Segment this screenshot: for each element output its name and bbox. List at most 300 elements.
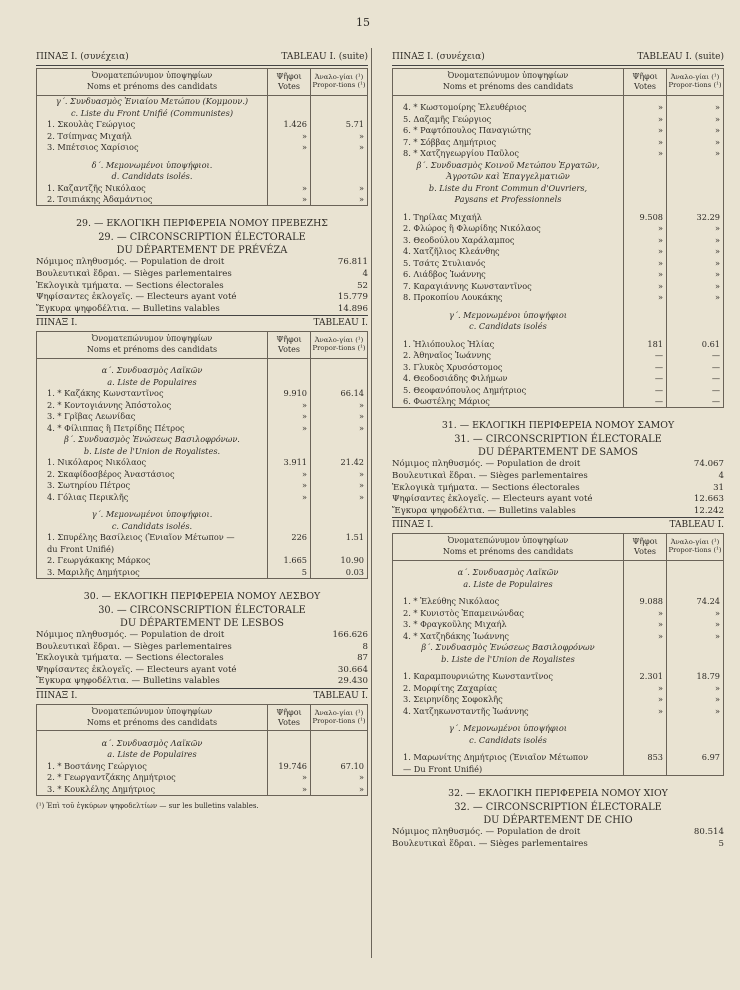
candidate-name: 5. Θεοφανόπουλος Δημήτριος (393, 384, 624, 396)
proportion-cell (311, 509, 368, 521)
stats-block-samos (392, 459, 724, 517)
table-row (37, 457, 368, 469)
stat-value: 166.626 (332, 630, 368, 641)
table-row (393, 292, 724, 304)
proportion-cell: » (311, 468, 368, 480)
candidate-name: 1. Καραμπουρνιώτης Κωνσταντῖνος (393, 671, 624, 683)
candidate-name: 2. Γεωργάκακης Μάρκος (37, 555, 268, 567)
proportion-cell: » (667, 694, 724, 706)
footnote: (¹) Ἐπὶ τοῦ ἐγκύρων ψηφοδελτίων — sur les bulletins valables. (36, 801, 259, 810)
circ-subtitle-fr: DU DÉPARTEMENT DE CHIO (483, 814, 633, 826)
col-header-prop-fr: Propor-tions (¹) (312, 716, 366, 725)
votes-cell: » (268, 422, 311, 434)
stat-row (392, 483, 724, 495)
stat-row (36, 630, 368, 642)
col-header-prop-gr: Ἀναλο-γίαι (¹) (314, 708, 364, 717)
table-row (393, 763, 724, 775)
candidate-name: 2. Ἀθηναῖος Ἰωάννης (393, 350, 624, 362)
candidate-name: 2. * Κοντογιάννης Ἀπόστολος (37, 399, 268, 411)
stat-label: Ἔγκυρα ψηφοδέλτια. — Bulletins valables (36, 676, 220, 687)
stat-row (392, 839, 724, 851)
proportion-cell: » (667, 607, 724, 619)
list-title: c. Candidats isolés (393, 734, 624, 746)
table-row (37, 194, 368, 206)
votes-cell (624, 194, 667, 206)
proportion-cell: 21.42 (311, 457, 368, 469)
candidate-name: 7. * Σόββας Δημήτριος (393, 136, 624, 148)
votes-cell (624, 321, 667, 333)
votes-cell: » (624, 682, 667, 694)
table-row (37, 760, 368, 772)
votes-cell: 5 (268, 566, 311, 578)
stat-label: Βουλευτικαὶ ἕδραι. — Sièges parlementaires (392, 838, 588, 849)
left-column (36, 52, 368, 811)
right-column (392, 52, 724, 850)
header-right-label: TABLEAU I. (suite) (637, 52, 724, 62)
votes-cell (268, 509, 311, 521)
list-title: γ΄. Μεμονωμένοι ὑποψήφιοι (393, 723, 624, 735)
proportion-cell (667, 734, 724, 746)
col-header-votes (268, 69, 311, 96)
proportion-cell: » (667, 223, 724, 235)
column-divider (371, 48, 372, 958)
candidate-name: 8. Προκοπίου Λουκάκης (393, 292, 624, 304)
table-row (37, 107, 368, 119)
proportion-cell: » (667, 148, 724, 160)
candidate-name: 3. Σειρηνίδης Σοφοκλῆς (393, 694, 624, 706)
list-title: α΄. Συνδυασμὸς Λαϊκῶν (37, 365, 268, 377)
votes-cell: » (624, 113, 667, 125)
list-title: δ΄. Μεμονωμένοι ὑποψήφιοι. (37, 159, 268, 171)
proportion-cell: » (311, 182, 368, 194)
votes-cell: 2.301 (624, 671, 667, 683)
votes-cell: » (624, 246, 667, 258)
votes-cell (268, 434, 311, 446)
candidate-name: 1. Σπυρέλης Βασίλειος (Ἐνιαῖον Μέτωπον — (37, 532, 268, 544)
proportion-cell: » (311, 194, 368, 206)
votes-cell (624, 734, 667, 746)
table-row (37, 468, 368, 480)
proportion-cell: — (667, 361, 724, 373)
proportion-cell (667, 723, 724, 735)
votes-cell: » (268, 399, 311, 411)
candidate-name: 4. * Κωστομοίρης Ἐλευθέριος (393, 102, 624, 114)
candidate-name: 4. * Φίλιππας ἢ Πετρίδης Πέτρος (37, 422, 268, 434)
col-header-prop-gr: Ἀναλο-γίαι (¹) (670, 73, 720, 82)
tab-label-gr: ΠΙΝΑΞ Ι. (392, 520, 434, 531)
table-row (393, 102, 724, 114)
table-row (393, 682, 724, 694)
table-row (393, 396, 724, 408)
stat-label: Βουλευτικαὶ ἕδραι. — Sièges parlementaires (36, 641, 232, 652)
votes-cell: » (624, 269, 667, 281)
proportion-cell: » (667, 246, 724, 258)
list-title: γ΄. Μεμονωμένοι ὑποψήφιοι. (37, 509, 268, 521)
proportion-cell: » (311, 411, 368, 423)
proportion-cell: 66.14 (311, 388, 368, 400)
col-header-names (393, 69, 624, 96)
table-row (37, 491, 368, 503)
proportion-cell: » (311, 142, 368, 154)
tab-label-gr: ΠΙΝΑΞ Ι. (36, 690, 78, 701)
votes-cell: » (624, 234, 667, 246)
candidate-name: 2. * Κυνιστὸς Ἐπαμεινώνδας (393, 607, 624, 619)
table-row (393, 223, 724, 235)
col-header-votes-fr: Votes (278, 717, 300, 727)
stat-label: Νόμιμος πληθυσμός. — Population de droit (392, 827, 581, 838)
table-row (37, 388, 368, 400)
table-row (37, 509, 368, 521)
votes-cell: » (268, 783, 311, 795)
votes-cell: » (268, 182, 311, 194)
stat-label: Νόμιμος πληθυσμός. — Population de droit (36, 630, 225, 641)
table-row (37, 749, 368, 761)
list-title: γ΄. Συνδυασμὸς Ἐνιαίου Μετώπου (Κομμουν.) (37, 95, 268, 107)
stat-value: 30.664 (337, 664, 368, 675)
proportion-cell: 10.90 (311, 555, 368, 567)
proportion-cell (311, 520, 368, 532)
proportion-cell (667, 309, 724, 321)
table-row (37, 159, 368, 171)
table-row (37, 365, 368, 377)
votes-cell: 853 (624, 752, 667, 764)
results-table-lesbos-cont (392, 68, 724, 408)
table-row (393, 373, 724, 385)
votes-cell: 9.508 (624, 211, 667, 223)
votes-cell (624, 763, 667, 775)
candidate-name: 3. Γλυκὸς Χρυσόστομος (393, 361, 624, 373)
col-header-votes (624, 69, 667, 96)
proportion-cell: — (667, 384, 724, 396)
results-table-samos (392, 533, 724, 776)
votes-cell: » (624, 607, 667, 619)
votes-cell (624, 182, 667, 194)
stat-row (36, 665, 368, 677)
votes-cell: — (624, 373, 667, 385)
votes-cell (268, 171, 311, 183)
table-row (393, 671, 724, 683)
table-row (37, 182, 368, 194)
table-row (393, 171, 724, 183)
header-left-label: ΠΙΝΑΞ Ι. (συνέχεια) (392, 52, 485, 62)
col-header-votes-fr: Votes (634, 82, 656, 92)
proportion-cell: » (667, 705, 724, 717)
stat-row (36, 269, 368, 281)
tab-label-gr: ΠΙΝΑΞ Ι. (36, 318, 78, 329)
table-row (393, 280, 724, 292)
list-title: α΄. Συνδυασμὸς Λαϊκῶν (37, 737, 268, 749)
candidate-name: — Du Front Unifié) (393, 763, 624, 775)
votes-cell: — (624, 396, 667, 408)
stat-row (36, 676, 368, 688)
votes-cell: » (624, 619, 667, 631)
proportion-cell (311, 376, 368, 388)
stat-value: 12.663 (693, 494, 724, 505)
proportion-cell: 18.79 (667, 671, 724, 683)
stat-value: 52 (357, 280, 368, 291)
col-header-names-gr: Ὀνοματεπώνυμον ὑποψηφίων (91, 706, 213, 716)
votes-cell: » (268, 411, 311, 423)
candidate-name: 1. * Καζάκης Κωνσταντῖνος (37, 388, 268, 400)
col-header-names-fr: Noms et prénoms des candidats (86, 717, 218, 727)
candidate-name: 2. Σκαφίδοσβέρος Ἀναστάσιος (37, 468, 268, 480)
votes-cell: 3.911 (268, 457, 311, 469)
table-row (393, 321, 724, 333)
list-title: α΄. Συνδυασμὸς Λαϊκῶν (393, 567, 624, 579)
table-row (37, 411, 368, 423)
candidate-name: 3. Θεοδούλου Χαράλαμπος (393, 234, 624, 246)
col-header-prop-fr: Propor-tions (¹) (312, 344, 366, 353)
proportion-cell: 74.24 (667, 596, 724, 608)
stat-row (36, 292, 368, 304)
proportion-cell: » (667, 113, 724, 125)
stat-row (36, 257, 368, 269)
tab-label-fr: TABLEAU I. (313, 690, 368, 701)
candidate-name: 1. Μαρωνίτης Δημήτριος (Ἐνιαῖον Μέτωπον (393, 752, 624, 764)
col-header-names-fr: Noms et prénoms des candidats (86, 345, 218, 355)
votes-cell: 9.088 (624, 596, 667, 608)
col-header-names-gr: Ὀνοματεπώνυμον ὑποψηφίων (447, 71, 569, 81)
proportion-cell: » (311, 491, 368, 503)
candidate-name: 3. * Φραγκοῦλης Μιχαήλ (393, 619, 624, 631)
candidate-name: 4. * Χατζηδάκης Ἰωάννης (393, 630, 624, 642)
proportion-cell: » (667, 269, 724, 281)
col-header-names (37, 69, 268, 96)
proportion-cell: » (311, 130, 368, 142)
candidate-name: 1. Τηρίλας Μιχαήλ (393, 211, 624, 223)
header-left-label: ΠΙΝΑΞ Ι. (συνέχεια) (36, 52, 129, 62)
proportion-cell (311, 749, 368, 761)
votes-cell: » (268, 491, 311, 503)
circ-title-fr: 31. — CIRCONSCRIPTION ÉLECTORALE (454, 434, 662, 446)
votes-cell: » (624, 705, 667, 717)
votes-cell (624, 642, 667, 654)
proportion-cell (311, 737, 368, 749)
votes-cell (624, 578, 667, 590)
stat-row (392, 827, 724, 839)
table-row (393, 257, 724, 269)
stat-label: Ψηφίσαντες ἐκλογεῖς. — Electeurs ayant voté (392, 494, 593, 505)
left-header (36, 52, 368, 66)
col-header-votes-gr: Ψῆφοι (632, 537, 658, 547)
table-row (37, 95, 368, 107)
col-header-votes-gr: Ψῆφοι (632, 72, 658, 82)
table-row (393, 211, 724, 223)
stat-label: Ἔγκυρα ψηφοδέλτια. — Bulletins valables (392, 505, 576, 516)
votes-cell (268, 159, 311, 171)
col-header-votes-gr: Ψῆφοι (276, 72, 302, 82)
table-row (393, 113, 724, 125)
circ-subtitle-fr: DU DÉPARTEMENT DE SAMOS (478, 447, 638, 459)
tab-label-fr: TABLEAU I. (313, 318, 368, 329)
table-row (393, 734, 724, 746)
proportion-cell: » (667, 102, 724, 114)
proportion-cell: 6.97 (667, 752, 724, 764)
table-head-label (36, 315, 368, 329)
votes-cell: » (624, 125, 667, 137)
candidate-name: 2. Τσίπηνας Μιχαήλ (37, 130, 268, 142)
circ-title-gr: 30. — ΕΚΛΟΓΙΚΗ ΠΕΡΙΦΕΡΕΙΑ ΝΟΜΟΥ ΛΕΣΒΟΥ (83, 590, 321, 602)
votes-cell (268, 445, 311, 457)
table-row (393, 194, 724, 206)
results-table-lesbos (36, 704, 368, 796)
list-title: β΄. Συνδυασμὸς Ἑνώσεως Βασιλοφρόνων (393, 642, 624, 654)
table-row (37, 376, 368, 388)
votes-cell: » (268, 194, 311, 206)
stat-label: Βουλευτικαὶ ἕδραι. — Sièges parlementaires (392, 470, 588, 481)
votes-cell: » (268, 130, 311, 142)
votes-cell: 181 (624, 338, 667, 350)
table-row (393, 752, 724, 764)
votes-cell: » (624, 292, 667, 304)
table-head-label (392, 517, 724, 531)
col-header-proportions (311, 69, 368, 96)
col-header-names (37, 332, 268, 359)
candidate-name: 1. * Βοστάνης Γεώργιος (37, 760, 268, 772)
votes-cell: — (624, 350, 667, 362)
list-title: c. Candidats isolés. (37, 520, 268, 532)
votes-cell (268, 749, 311, 761)
votes-cell (268, 107, 311, 119)
circ-title-gr: 31. — ΕΚΛΟΓΙΚΗ ΠΕΡΙΦΕΡΕΙΑ ΝΟΜΟΥ ΣΑΜΟΥ (441, 420, 675, 432)
table-row (37, 772, 368, 784)
proportion-cell (311, 543, 368, 555)
proportion-cell: » (311, 772, 368, 784)
votes-cell (268, 95, 311, 107)
proportion-cell (667, 171, 724, 183)
col-header-names (37, 704, 268, 731)
proportion-cell (667, 763, 724, 775)
col-header-proportions (667, 69, 724, 96)
proportion-cell (667, 642, 724, 654)
col-header-votes-gr: Ψῆφοι (276, 335, 302, 345)
candidate-name: 6. Φωστέλης Μάριος (393, 396, 624, 408)
candidate-name: 2. * Γεωργαντζάκης Δημήτριος (37, 772, 268, 784)
stat-value: 31 (713, 482, 724, 493)
stats-block-preveza (36, 257, 368, 315)
votes-cell: » (624, 694, 667, 706)
votes-cell: » (624, 102, 667, 114)
table-row (37, 543, 368, 555)
table-row (393, 136, 724, 148)
candidate-name: 3. Σωτηρίου Πέτρος (37, 480, 268, 492)
proportion-cell (311, 95, 368, 107)
table-row (393, 350, 724, 362)
votes-cell: 1.665 (268, 555, 311, 567)
votes-cell: 226 (268, 532, 311, 544)
col-header-votes (268, 704, 311, 731)
list-title: β΄. Συνδυασμὸς Κοινοῦ Μετώπου Ἐργατῶν, (393, 159, 624, 171)
proportion-cell (667, 567, 724, 579)
candidate-name: 4. Θεοδοσιάδης Φιλήμων (393, 373, 624, 385)
proportion-cell: » (311, 480, 368, 492)
votes-cell (624, 653, 667, 665)
stats-block-chio (392, 827, 724, 850)
votes-cell (624, 171, 667, 183)
col-header-names-gr: Ὀνοματεπώνυμον ὑποψηφίων (91, 334, 213, 344)
stat-label: Ψηφίσαντες ἐκλογεῖς. — Electeurs ayant voté (36, 664, 237, 675)
proportion-cell: » (667, 257, 724, 269)
table-row (393, 694, 724, 706)
list-title: Paysans et Professionnels (393, 194, 624, 206)
stat-label: Ἔγκυρα ψηφοδέλτια. — Bulletins valables (36, 303, 220, 314)
votes-cell: » (624, 223, 667, 235)
circ-title-fr: 30. — CIRCONSCRIPTION ÉLECTORALE (98, 604, 306, 616)
proportion-cell: » (311, 422, 368, 434)
votes-cell: » (268, 468, 311, 480)
list-title: b. Liste du Front Commun d'Ouvriers, (393, 182, 624, 194)
stat-value: 4 (362, 268, 368, 279)
table-row (393, 723, 724, 735)
stat-value: 15.779 (337, 292, 368, 303)
col-header-prop-gr: Ἀναλο-γίαι (¹) (670, 538, 720, 547)
table-row (37, 532, 368, 544)
votes-cell: » (624, 136, 667, 148)
votes-cell: » (624, 148, 667, 160)
proportion-cell: 0.03 (311, 566, 368, 578)
list-title: d. Candidats isolés. (37, 171, 268, 183)
proportion-cell: — (667, 396, 724, 408)
table-row (393, 309, 724, 321)
table-row (393, 653, 724, 665)
col-header-names-gr: Ὀνοματεπώνυμον ὑποψηφίων (447, 536, 569, 546)
table-row (393, 269, 724, 281)
header-right-label: TABLEAU I. (suite) (281, 52, 368, 62)
list-title: c. Candidats isolés (393, 321, 624, 333)
stat-value: 87 (357, 653, 368, 664)
circ-title-fr: 32. — CIRCONSCRIPTION ÉLECTORALE (454, 801, 662, 813)
candidate-name: 4. Χατζηκωνσταντῆς Ἰωάννης (393, 705, 624, 717)
col-header-votes (624, 534, 667, 561)
stat-label: Ἐκλογικὰ τμήματα. — Sections électorales (36, 653, 224, 664)
proportion-cell (311, 434, 368, 446)
stat-row (392, 459, 724, 471)
table-row (37, 555, 368, 567)
proportion-cell (311, 365, 368, 377)
proportion-cell: » (667, 630, 724, 642)
stat-label: Ψηφίσαντες ἐκλογεῖς. — Electeurs ayant voté (36, 292, 237, 303)
table-row (393, 384, 724, 396)
stat-value: 74.067 (693, 459, 724, 470)
candidate-name: 5. Δαζαμῆς Γεώργιος (393, 113, 624, 125)
proportion-cell (667, 182, 724, 194)
proportion-cell (667, 194, 724, 206)
tab-label-fr: TABLEAU I. (669, 520, 724, 531)
col-header-votes-gr: Ψῆφοι (276, 707, 302, 717)
list-title: a. Liste de Populaires (393, 578, 624, 590)
table-row (393, 607, 724, 619)
col-header-prop-gr: Ἀναλο-γίαι (¹) (314, 73, 364, 82)
stat-label: Ἐκλογικὰ τμήματα. — Sections électorales (36, 280, 224, 291)
stat-value: 14.896 (337, 303, 368, 314)
stat-row (36, 281, 368, 293)
col-header-names (393, 534, 624, 561)
votes-cell (268, 737, 311, 749)
table-row (37, 783, 368, 795)
stat-label: Βουλευτικαὶ ἕδραι. — Sièges parlementaires (36, 268, 232, 279)
table-row (393, 148, 724, 160)
votes-cell: » (624, 630, 667, 642)
table-row (393, 619, 724, 631)
stat-label: Νόμιμος πληθυσμός. — Population de droit (36, 257, 225, 268)
col-header-proportions (311, 332, 368, 359)
circ-subtitle-fr: DU DÉPARTEMENT DE LESBOS (120, 617, 284, 629)
candidate-name: 2. Φλώρος ἢ Φλωρίδης Νικόλαος (393, 223, 624, 235)
stat-value: 8 (362, 641, 368, 652)
candidate-name: 6. Λιάδβος Ἰωάννης (393, 269, 624, 281)
candidate-name: 7. Καραγιάννης Κωνσταντῖνος (393, 280, 624, 292)
table-row (37, 445, 368, 457)
